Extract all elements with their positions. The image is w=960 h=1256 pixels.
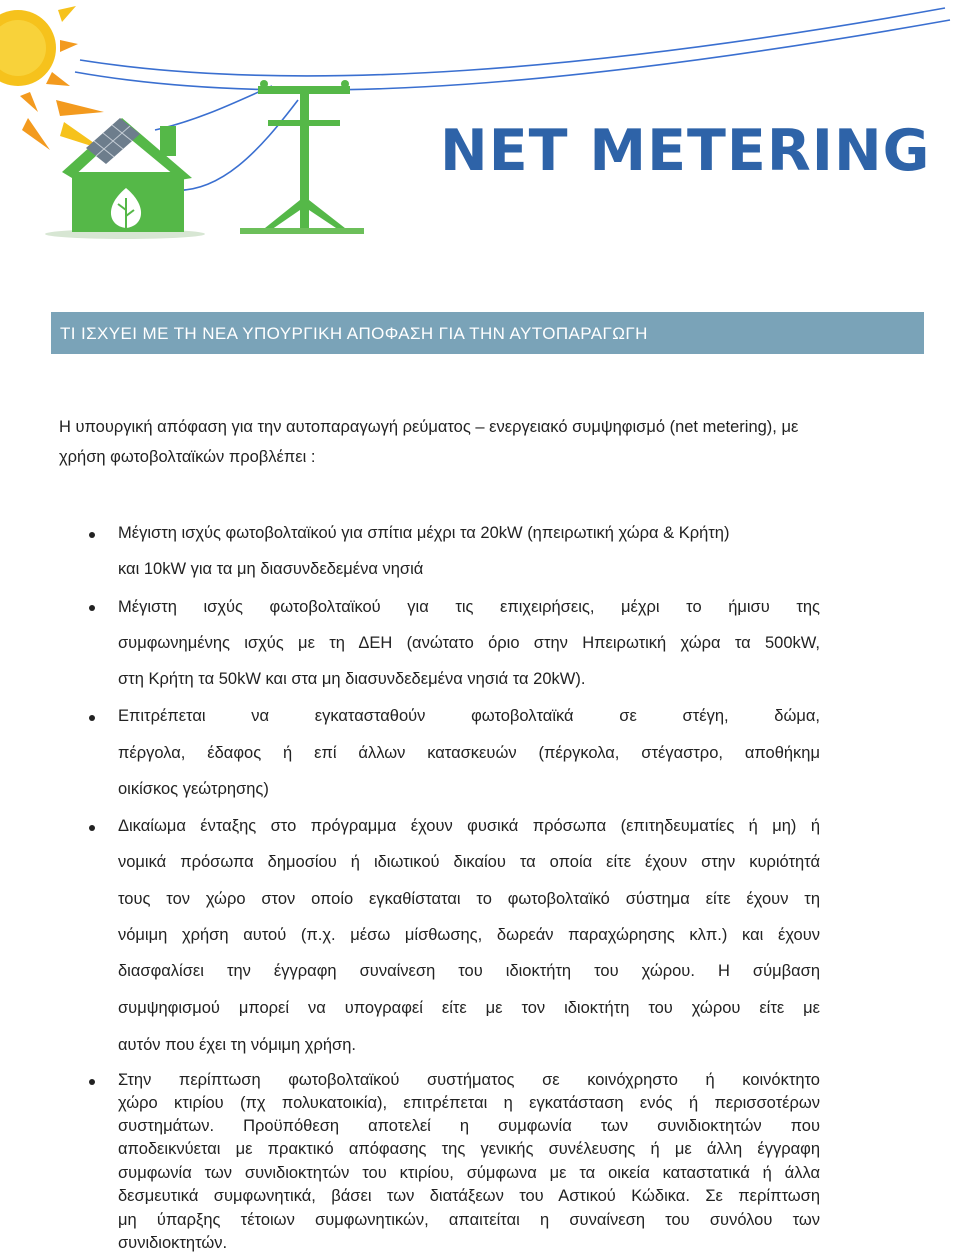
sun-icon — [0, 6, 104, 150]
bullet-4-line: αυτόν που έχει τη νόμιμη χρήση. — [118, 1036, 356, 1054]
bullet-4-line: νομικά πρόσωπα δημοσίου ή ιδιωτικού δικαίου τα οποία είτε έχουν στην κυριότητά — [118, 853, 820, 871]
bullet-dot — [89, 1079, 95, 1085]
banner-title: ΤΙ ΙΣΧΥΕΙ ΜΕ ΤΗ ΝΕΑ ΥΠΟΥΡΓΙΚΗ ΑΠΟΦΑΣΗ ΓΙΑ ΤΗΝ ΑΥΤΟΠΑΡΑΓΩΓΗ — [60, 324, 648, 343]
bullet-4-line: διασφαλίσει την έγγραφη συναίνεση του ιδιοκτήτη του χώρου. Η σύμβαση — [118, 962, 820, 980]
bullet-dot — [89, 532, 95, 538]
section-banner — [51, 312, 924, 354]
bullet-5-line: συμφωνία των συνιδιοκτητών του κτιρίου, σύμφωνα με τα οικεία καταστατικά ή άλλα — [118, 1164, 820, 1182]
bullet-2-line: συμφωνημένης ισχύς με τη ΔΕΗ (ανώτατο όριο στην Ηπειρωτική χώρα τα 500kW, — [118, 634, 820, 652]
bullet-dot — [89, 605, 95, 611]
bullet-5-line: συνιδιοκτητών. — [118, 1234, 228, 1252]
bullet-3-line: Επιτρέπεται να εγκατασταθούν φωτοβολταϊκά σε στέγη, δώμα, — [118, 707, 820, 725]
bullet-5-line: συστημάτων. Προϋπόθεση αποτελεί η συμφωνία των συνιδιοκτητών που — [118, 1117, 820, 1135]
bullet-3-line: πέργολα, έδαφος ή επί άλλων κατασκευών (πέργκολα, στέγαστρο, αποθήκημ — [118, 744, 820, 762]
net-metering-logo: NET METERING — [440, 118, 931, 184]
bullet-4-line: Δικαίωμα ένταξης στο πρόγραμμα έχουν φυσικά πρόσωπα (επιτηδευματίες ή μη) ή — [118, 817, 820, 835]
bullet-2-line: στη Κρήτη τα 50kW και στα μη διασυνδεδεμένα νησιά τα 20kW). — [118, 670, 586, 688]
intro-line: Η υπουργική απόφαση για την αυτοπαραγωγή ρεύματος – ενεργειακό συμψηφισμό (net metering), με — [59, 418, 799, 436]
bullet-3-line: οικίσκος γεώτρησης) — [118, 780, 269, 798]
bullet-dot — [89, 825, 95, 831]
bullet-5-line: μη ύπαρξης τέτοιων συμφωνητικών, απαιτείται η συναίνεση του συνόλου των — [118, 1211, 820, 1229]
bullet-1-line: Μέγιστη ισχύς φωτοβολταϊκού για σπίτια μέχρι τα 20kW (ηπειρωτική χώρα & Κρήτη) — [118, 524, 730, 542]
bullet-1-line: και 10kW για τα μη διασυνδεδεμένα νησιά — [118, 560, 424, 578]
bullet-5-line: χώρο κτιρίου (πχ πολυκατοικία), επιτρέπεται η εγκατάσταση ενός ή περισσοτέρων — [118, 1094, 820, 1112]
bullet-2-line: Μέγιστη ισχύς φωτοβολταϊκού για τις επιχειρήσεις, μέχρι το ήμισυ της — [118, 598, 820, 616]
bullet-dot — [89, 715, 95, 721]
bullet-4-line: τους τον χώρο στον οποίο εγκαθίσταται το φωτοβολταϊκό σύστημα είτε έχουν τη — [118, 890, 820, 908]
bullet-4-line: νόμιμη χρήση αυτού (π.χ. μέσω μίσθωσης, δωρεάν παραχώρησης κλπ.) και έχουν — [118, 926, 820, 944]
bullet-5-line: δεσμευτικά συμφωνητικά, βάσει των διατάξεων του Αστικού Κώδικα. Σε περίπτωση — [118, 1187, 820, 1205]
bullet-4-line: συμψηφισμού μπορεί να υπογραφεί είτε με τον ιδιοκτήτη του χώρου είτε με — [118, 999, 820, 1017]
utility-pole-icon — [240, 80, 364, 234]
bullet-5-line: Στην περίπτωση φωτοβολταϊκού συστήματος σε κοινόχρηστο ή κοινόκτητο — [118, 1071, 820, 1089]
bullet-5-line: αποδεικνύεται με πρακτικό απόφασης της γενικής συνέλευσης ή με άλλη έγγραφη — [118, 1140, 820, 1158]
intro-line: χρήση φωτοβολταϊκών προβλέπει : — [59, 448, 316, 466]
